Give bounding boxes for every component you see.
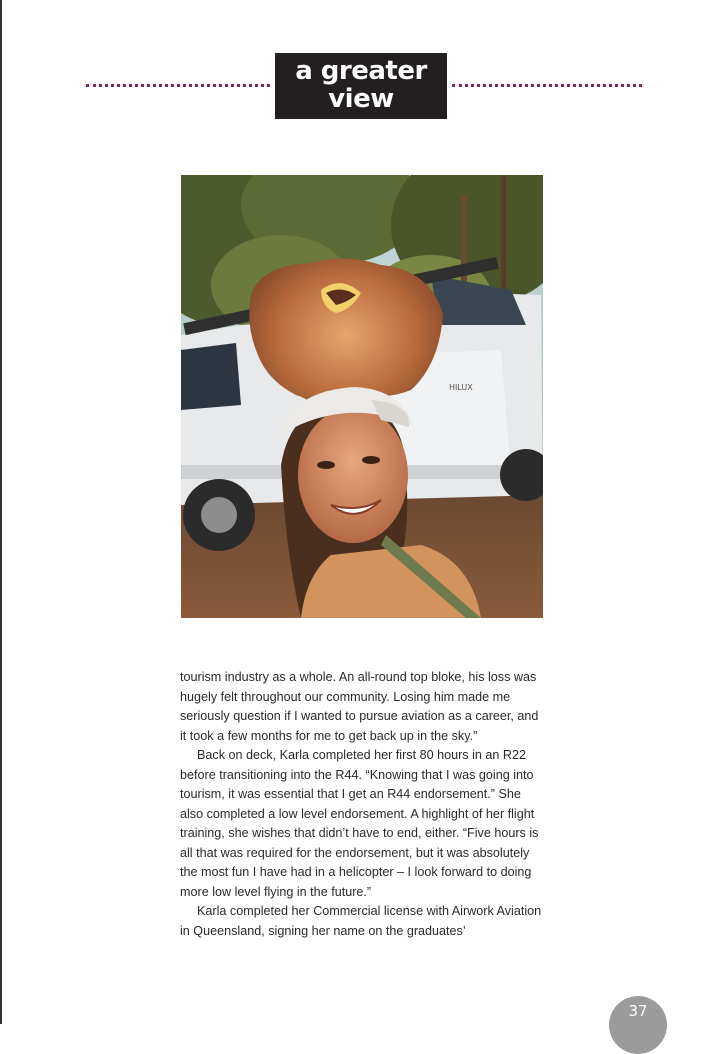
page-edge-rule xyxy=(0,0,2,1024)
article-body xyxy=(180,668,545,941)
article-paragraph-1: tourism industry as a whole. An all-round top bloke, his loss was hugely felt throughout our community. Losing him made me seriously question if I wanted to pursue aviation as a career, and it took a few months for me to get back up in the sky.” xyxy=(180,670,539,743)
section-title xyxy=(275,53,447,119)
section-title-line1: a greater xyxy=(295,56,427,86)
header-dotted-rule-left xyxy=(86,84,270,87)
article-photo xyxy=(181,175,543,618)
header-dotted-rule-right xyxy=(452,84,642,87)
section-title-line2: view xyxy=(328,84,394,114)
vehicle-badge: HILUX xyxy=(449,383,473,392)
page-number: 37 xyxy=(628,1002,648,1020)
article-paragraph-2: Back on deck, Karla completed her first 80 hours in an R22 before transitioning into the R44. “Knowing that I was going into tourism, it was essential that I get an R44 endorsement.” She also completed a low level endorsement. A highlight of her flight training, she wishes that didn’t have to end, either. “Five hours is all that was required for the endorsement, but it was absolutely the most fun I have had in a helicopter – I look forward to doing more low level flying in the future.” xyxy=(180,748,539,899)
article-paragraph-3: Karla completed her Commercial license with Airwork Aviation in Queensland, signing her name on the graduates’ xyxy=(180,904,542,938)
